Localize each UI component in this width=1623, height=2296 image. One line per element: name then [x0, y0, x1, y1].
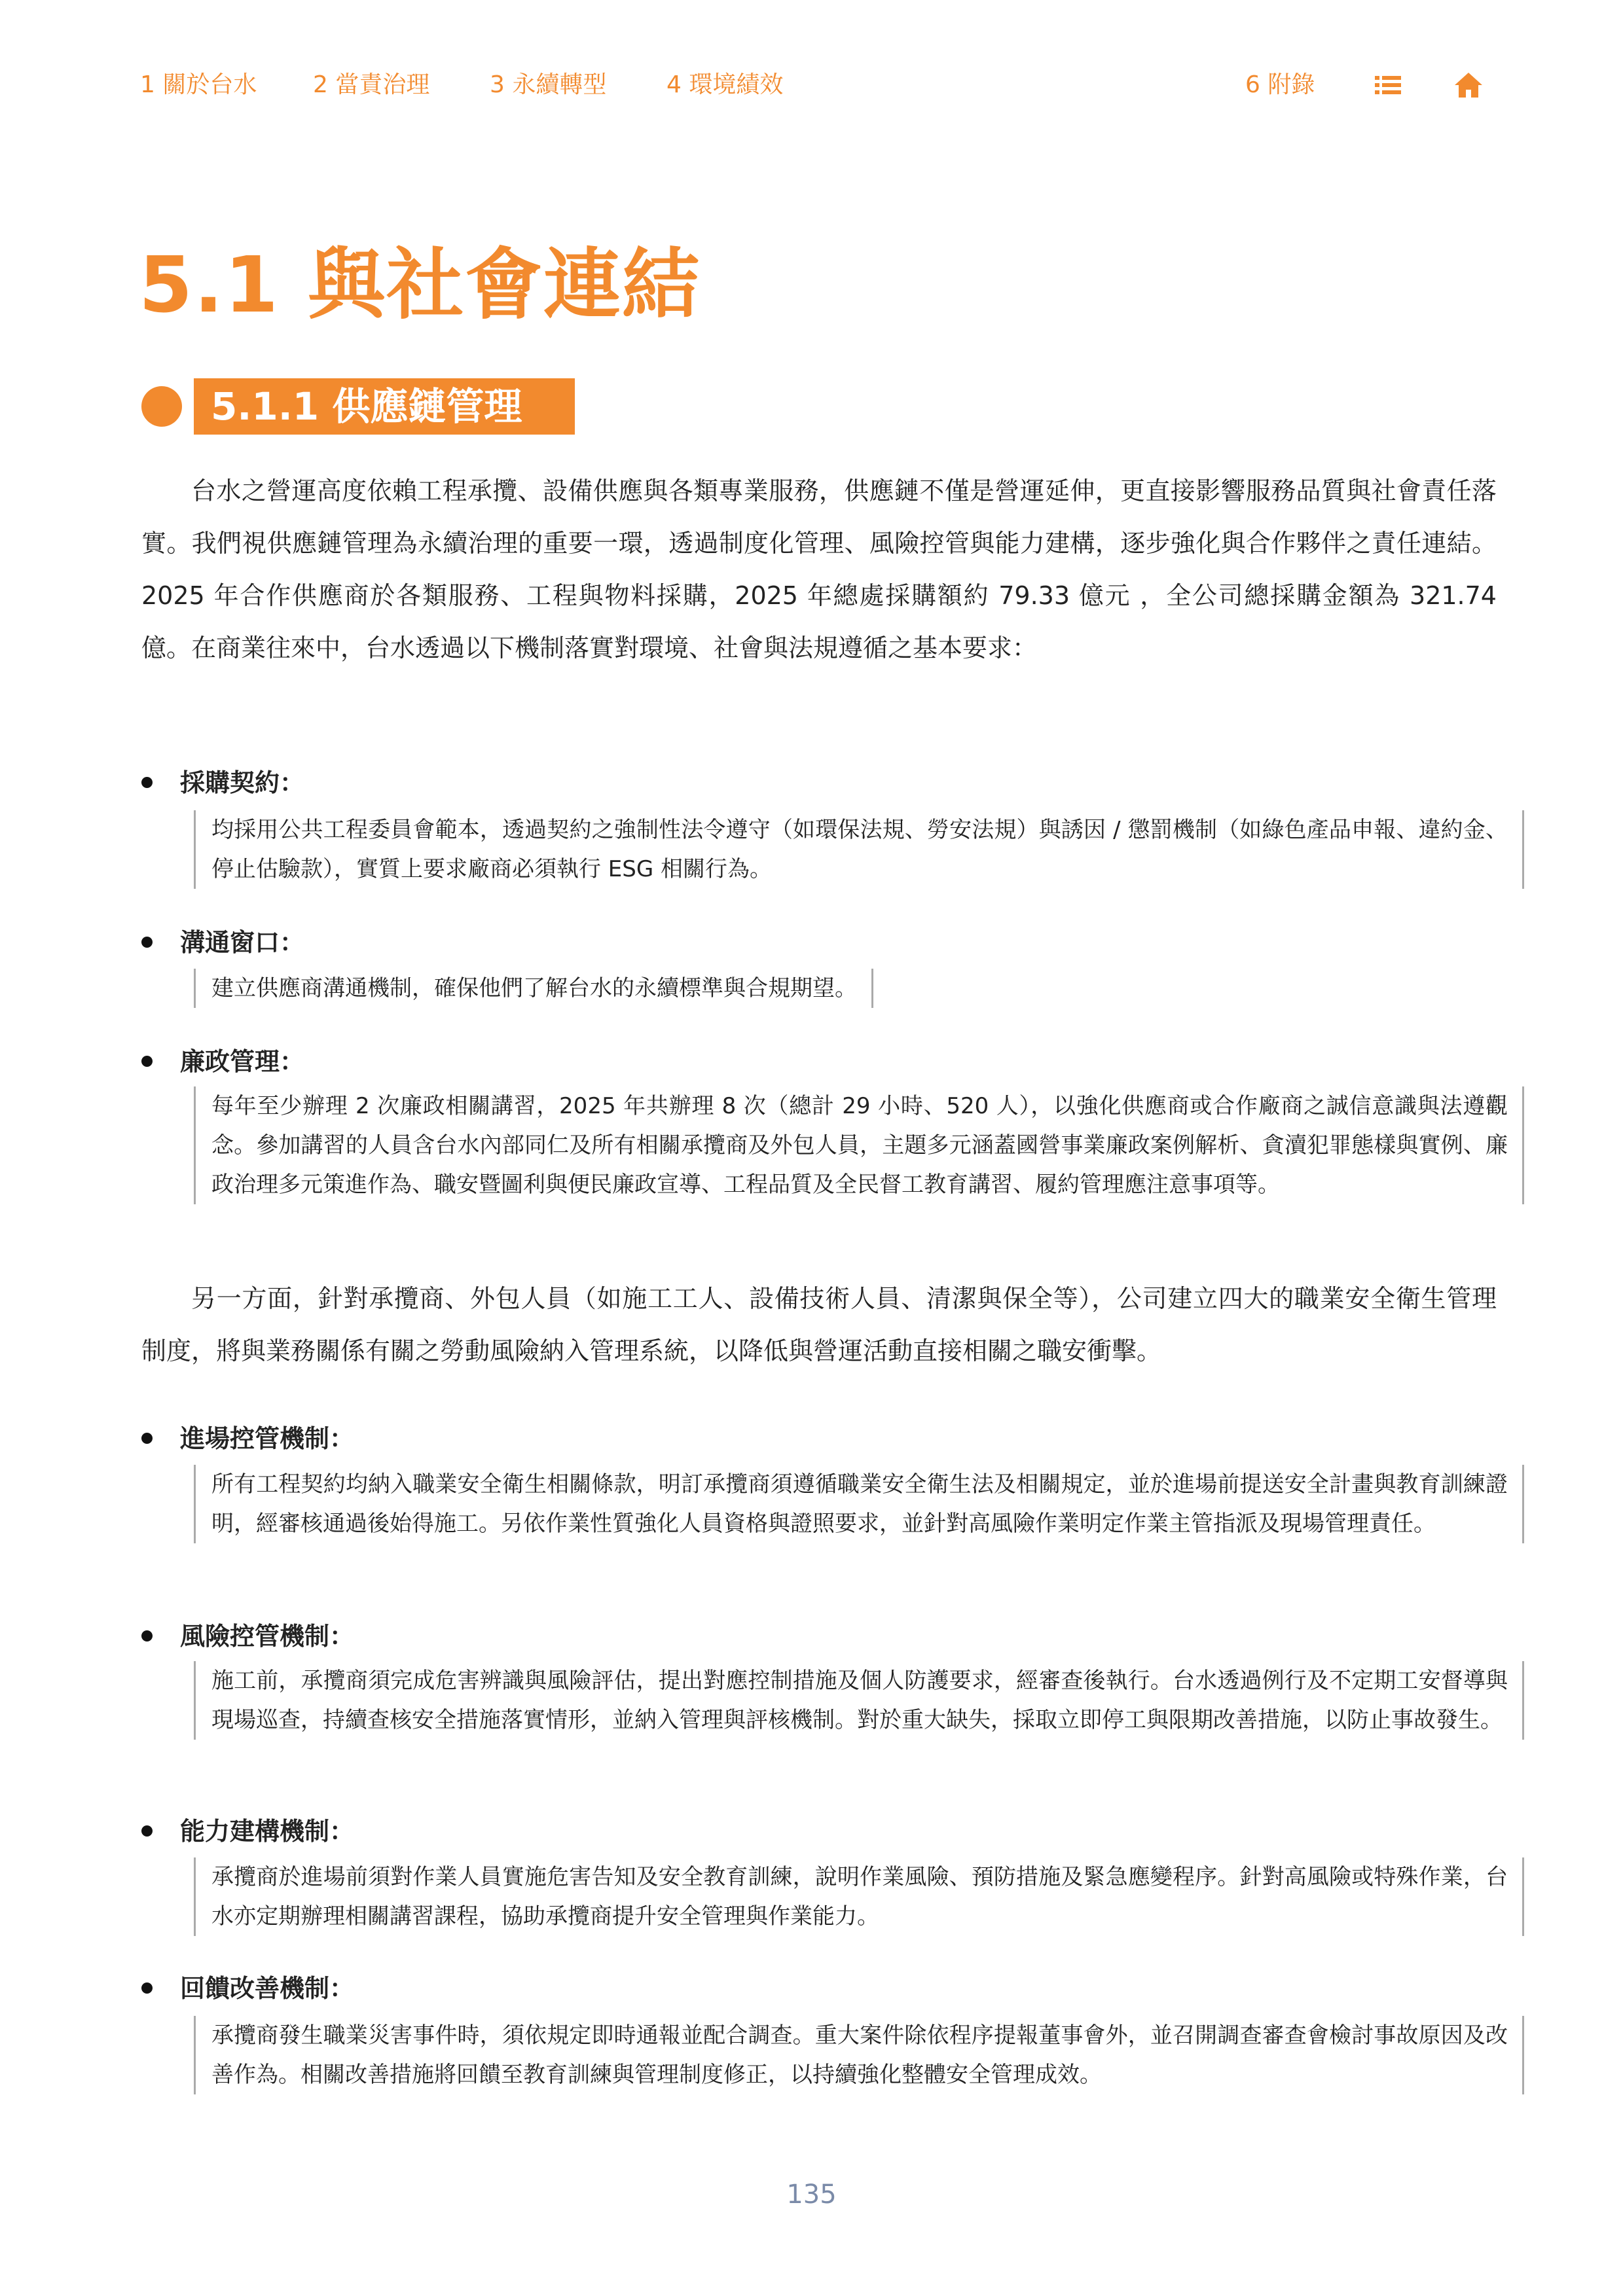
- nav-link-about[interactable]: 1 關於台水: [140, 71, 257, 98]
- page-title: 5.1 與社會連結: [139, 240, 701, 330]
- nav-link-governance[interactable]: 2 當責治理: [313, 71, 430, 98]
- bullet-heading-entry-control: 進場控管機制：: [141, 1420, 354, 1457]
- bullet-heading-procurement: 採購契約：: [141, 764, 304, 801]
- section-bullet-dot: [141, 386, 182, 427]
- nav-link-transformation[interactable]: 3 永續轉型: [490, 71, 607, 98]
- list-icon[interactable]: [1374, 71, 1402, 102]
- bullet-body-entry-control: 所有工程契約均納入職業安全衛生相關條款，明訂承攬商須遵循職業安全衛生法及相關規定，並於進場前提送安全計畫與教育訓練證明，經審核通過後始得施工。另依作業性質強化人員資格與證照要求，並針對高風險作業明定作業主管指派及現場管理責任。: [194, 1465, 1524, 1543]
- section-title: 5.1.1 供應鏈管理: [211, 384, 522, 429]
- bullet-dot: [141, 1433, 153, 1444]
- bullet-dot: [141, 777, 153, 788]
- bullet-dot: [141, 1630, 153, 1641]
- bullet-dot: [141, 1825, 153, 1837]
- bullet-body-communication: 建立供應商溝通機制，確保他們了解台水的永續標準與合規期望。: [194, 969, 873, 1008]
- intro-paragraph: 台水之營運高度依賴工程承攬、設備供應與各類專業服務，供應鏈不僅是營運延伸，更直接影響服務品質與社會責任落實。我們視供應鏈管理為永續治理的重要一環，透過制度化管理、風險控管與能力建構，逐步強化與合作夥伴之責任連結。2025 年合作供應商於各類服務、工程與物料採購，2025 年總處採購額約 79.33 億元 ，全公司總採購金額為 321.74 億。在商業往來中，台水透過以下機制落實對環境、社會與法規遵循之基本要求：: [141, 476, 1497, 662]
- bullet-body-capacity: 承攬商於進場前須對作業人員實施危害告知及安全教育訓練，說明作業風險、預防措施及緊急應變程序。針對高風險或特殊作業，台水亦定期辦理相關講習課程，協助承攬商提升安全管理與作業能力。: [194, 1857, 1524, 1936]
- bullet-heading-risk-control: 風險控管機制：: [141, 1618, 354, 1655]
- home-icon[interactable]: [1453, 71, 1484, 102]
- bullet-body-procurement: 均採用公共工程委員會範本，透過契約之強制性法令遵守（如環保法規、勞安法規）與誘因 / 懲罰機制（如綠色產品申報、違約金、停止估驗款），實質上要求廠商必須執行 ESG 相關行為。: [194, 810, 1524, 889]
- nav-link-appendix[interactable]: 6 附錄: [1245, 71, 1315, 98]
- bullet-heading-capacity: 能力建構機制：: [141, 1813, 354, 1850]
- bullet-dot: [141, 937, 153, 948]
- bullet-body-risk-control: 施工前，承攬商須完成危害辨識與風險評估，提出對應控制措施及個人防護要求，經審查後執行。台水透過例行及不定期工安督導與現場巡查，持續查核安全措施落實情形，並納入管理與評核機制。對於重大缺失，採取立即停工與限期改善措施，以防止事故發生。: [194, 1661, 1524, 1740]
- second-paragraph: 另一方面，針對承攬商、外包人員（如施工工人、設備技術人員、清潔與保全等），公司建立四大的職業安全衛生管理制度，將與業務關係有關之勞動風險納入管理系統，以降低與營運活動直接相關之職安衝擊。: [141, 1284, 1497, 1365]
- nav-link-environment[interactable]: 4 環境績效: [666, 71, 784, 98]
- bullet-heading-feedback: 回饋改善機制：: [141, 1970, 354, 2007]
- bullet-dot: [141, 1056, 153, 1067]
- bullet-heading-integrity: 廉政管理：: [141, 1043, 304, 1080]
- top-navigation: [140, 65, 1483, 105]
- bullet-dot: [141, 1982, 153, 1994]
- bullet-body-feedback: 承攬商發生職業災害事件時，須依規定即時通報並配合調查。重大案件除依程序提報董事會外，並召開調查審查會檢討事故原因及改善作為。相關改善措施將回饋至教育訓練與管理制度修正，以持續強化整體安全管理成效。: [194, 2016, 1524, 2094]
- bullet-body-integrity: 每年至少辦理 2 次廉政相關講習，2025 年共辦理 8 次（總計 29 小時、520 人），以強化供應商或合作廠商之誠信意識與法遵觀念。參加講習的人員含台水內部同仁及所有相關承攬商及外包人員，主題多元涵蓋國營事業廉政案例解析、貪瀆犯罪態樣與實例、廉政治理多元策進作為、職安暨圖利與便民廉政宣導、工程品質及全民督工教育講習、履約管理應注意事項等。: [194, 1086, 1524, 1204]
- page-number: 135: [786, 2179, 837, 2210]
- bullet-heading-communication: 溝通窗口：: [141, 924, 304, 961]
